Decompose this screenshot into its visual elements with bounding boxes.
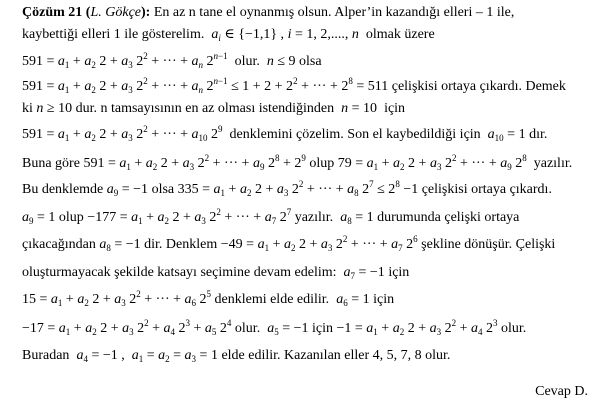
solution-line-8: Bu denklemde $a_9 = -1$ olsa $335 = a_1 + a_2$ $2 + a_3$ $2^2$ + ··· + $a_8$ $2^7 \le 2^8 -1$ çelişkisi ortaya çıkardı. <box>22 179 552 198</box>
solution-line-14: Buradan $a_4 = -1$ , $a_1 = a_2 = a_3 = 1$ elde edilir. Kazanılan eller 4, 5, 7, 8 olur. <box>22 348 451 364</box>
solution-line-9: $a_9 = 1$ olup $-177 = a_1 + a_2$ $2 + a_3$ $2^2$ + ··· + $a_7$ $2^7$ yazılır. $a_8 = 1$ durumunda çelişki ortaya <box>22 207 520 226</box>
solution-line-12: $15 = a_1 + a_2$ $2 + a_3$ $2^2$ + ··· + $a_6$ $2^5$ denklemi elde edilir. $a_6 = 1$ için <box>22 289 395 308</box>
solution-author: L. Gökçe <box>90 5 141 20</box>
solution-line-6: $591 = a_1 + a_2$ $2 + a_3$ $2^2$ + ··· + $a_{10}$ $2^9$ denklemini çözelim. Son el kaybedildiği için $a_{10} = 1$ dır. <box>22 124 548 143</box>
solution-line-3: $591 = a_1 + a_2$ $2 + a_3$ $2^2$ + ··· + $a_n$ $2^{n-1}$ olur. n ≤ 9 olsa <box>22 51 322 70</box>
solution-heading: Çözüm 21 <box>22 5 83 20</box>
solution-line-7: Buna göre $591 = a_1 + a_2$ $2 + a_3$ $2^2$ + ··· + $a_9$ $2^8 + 2^9$ olup $79 = a_1 + a_2$ $2 + a_3$ $2^2$ + ··· + $a_9$ $2^8$ yazılır. <box>22 153 573 172</box>
answer-signature: Cevap D. <box>535 384 588 399</box>
solution-line-1: Çözüm 21 (L. Gökçe): En az n tane el oynanmış olsun. Alper’in kazandığı elleri – 1 ile, <box>22 5 515 20</box>
solution-line-10: çıkacağından $a_8 = -1$ dir. Denklem $-49 = a_1 + a_2$ $2 + a_3$ $2^2$ + ··· + $a_7$ $2^6$ şekline dönüşür. Çelişki <box>22 234 556 253</box>
solution-line-2: kaybettiği elleri 1 ile gösterelim. $a_i$ ∈ {−1,1} , i = 1, 2,...., n olmak üzere <box>22 27 435 43</box>
solution-line-11: oluşturmayacak şekilde katsayı seçimine devam edelim: $a_7 = -1$ için <box>22 265 410 281</box>
solution-line-4: $591 = a_1 + a_2$ $2 + a_3$ $2^2$ + ··· + $a_n$ $2^{n-1} \le 1 + 2 + 2^2$ + ··· + $2^8 = 511$ çelişkisi ortaya çıkardı. Demek <box>22 76 566 95</box>
solution-line-13: $-17 = a_1 + a_2$ $2 + a_3$ $2^2 + a_4$ $2^3 + a_5$ $2^4$ olur. $a_5 = -1$ için $-1 = a_1 + a_2$ $2 + a_3$ $2^2 + a_4$ $2^3$ olur. <box>22 318 527 337</box>
solution-line-5: ki n ≥ 10 dur. n tamsayısının en az olması istendiğinden n = 10 için <box>22 101 406 116</box>
